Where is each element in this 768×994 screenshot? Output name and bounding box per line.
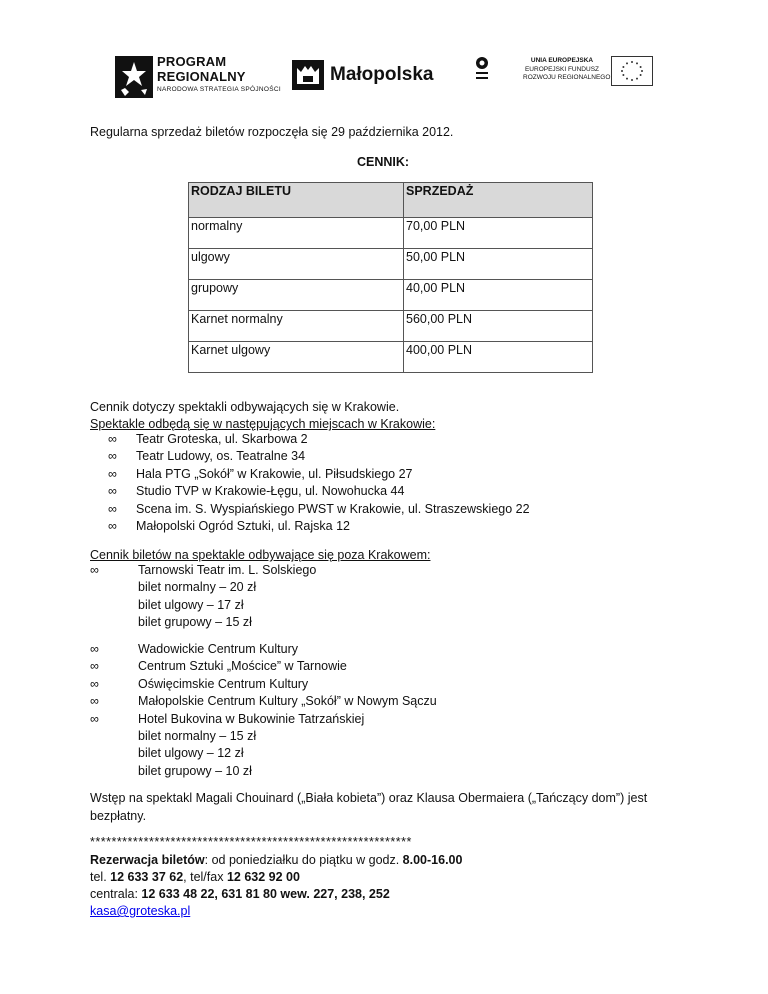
central-label: centrala:: [90, 887, 142, 901]
ticket-price: 50,00 PLN: [404, 249, 593, 280]
header-ticket-type: RODZAJ BILETU: [189, 183, 404, 218]
venue-name: Małopolski Ogród Sztuki, ul. Rajska 12: [136, 519, 350, 534]
outside-group1: [90, 562, 316, 632]
ticket-price: 560,00 PLN: [404, 311, 593, 342]
infinity-bullet-icon: ∞: [108, 484, 117, 499]
venue-name: Teatr Ludowy, os. Teatralne 34: [136, 449, 306, 464]
outside-group2: [90, 641, 437, 780]
venue-name: Hala PTG „Sokół” w Krakowie, ul. Piłsudskiego 27: [136, 466, 413, 481]
venue-name: Hotel Bukovina w Bukowinie Tatrzańskiej: [138, 711, 365, 726]
program-regionalny-logo: [115, 52, 281, 102]
free-entry-line2: bezpłatny.: [90, 809, 147, 823]
list-item: [108, 518, 530, 535]
list-item: [108, 483, 530, 500]
venue-name: Wadowickie Centrum Kultury: [138, 642, 299, 656]
free-entry-line1: Wstęp na spektakl Magali Chouinard („Biała kobieta”) oraz Klausa Obermaiera („Tańczący dom”) jest: [90, 791, 648, 805]
krakow-heading: Spektakle odbędą się w następujących miejscach w Krakowie:: [90, 417, 436, 431]
reservation-label: Rezerwacja biletów: [90, 853, 205, 867]
infinity-bullet-icon: ∞: [90, 659, 99, 674]
eu-line3: ROZWOJU REGIONALNEGO: [523, 74, 611, 81]
eu-logo: [523, 56, 653, 96]
price-line: bilet normalny – 20 zł: [138, 580, 257, 595]
list-item: [90, 658, 437, 675]
intro-text: Regularna sprzedaż biletów rozpoczęła się 29 października 2012.: [90, 125, 454, 139]
central-numbers: 12 633 48 22, 631 81 80 wew. 227, 238, 252: [141, 887, 390, 901]
krakow-note: Cennik dotyczy spektakli odbywających się w Krakowie.: [90, 400, 400, 414]
infinity-bullet-icon: ∞: [108, 466, 117, 481]
price-line: bilet grupowy – 10 zł: [138, 763, 252, 778]
eu-line2: EUROPEJSKI FUNDUSZ: [524, 65, 600, 73]
venue-name: Studio TVP w Krakowie-Łęgu, ul. Nowohucka 44: [136, 484, 405, 499]
email-line: [90, 903, 190, 919]
table-row: [189, 218, 593, 249]
ticket-type: Karnet normalny: [189, 311, 404, 342]
telfax-label: , tel/fax: [183, 870, 227, 884]
tel-number: 12 633 37 62: [110, 870, 184, 884]
infinity-bullet-icon: ∞: [90, 676, 99, 691]
reservation-hours: 8.00-16.00: [402, 853, 463, 867]
ticket-type: ulgowy: [189, 249, 404, 280]
infinity-bullet-icon: ∞: [108, 432, 117, 446]
table-row: [189, 311, 593, 342]
ticket-price: 400,00 PLN: [404, 342, 593, 373]
reservation-line: [90, 852, 462, 868]
program-title-line1: PROGRAM: [157, 54, 227, 69]
venue-name: Teatr Groteska, ul. Skarbowa 2: [136, 432, 308, 446]
krakow-venue-list: [108, 431, 530, 535]
list-item: [90, 676, 437, 693]
telfax-number: 12 632 92 00: [226, 870, 300, 884]
list-item: [90, 562, 316, 579]
price-line: bilet ulgowy – 17 zł: [138, 597, 244, 612]
eu-line1: UNIA EUROPEJSKA: [530, 57, 594, 64]
ticket-price: 70,00 PLN: [404, 218, 593, 249]
tel-label: tel.: [90, 870, 111, 884]
ticket-price: 40,00 PLN: [404, 280, 593, 311]
price-line: bilet normalny – 15 zł: [138, 729, 257, 744]
list-item: [90, 641, 437, 658]
price-line: bilet grupowy – 15 zł: [138, 615, 252, 630]
outside-heading: Cennik biletów na spektakle odbywające się poza Krakowem:: [90, 548, 431, 562]
central-line: [90, 886, 390, 902]
list-item: [108, 431, 530, 448]
table-row: [189, 342, 593, 373]
infinity-bullet-icon: ∞: [90, 642, 99, 656]
infinity-bullet-icon: ∞: [90, 711, 99, 726]
list-item: [108, 466, 530, 483]
venue-name: Scena im. S. Wyspiańskiego PWST w Krakowie, ul. Straszewskiego 22: [136, 501, 530, 516]
venue-name: Centrum Sztuki „Mościce” w Tarnowie: [138, 659, 347, 674]
header-logos: [0, 50, 768, 110]
infinity-bullet-icon: ∞: [108, 449, 117, 464]
cennik-title: CENNIK:: [357, 155, 410, 169]
infinity-bullet-icon: ∞: [108, 501, 117, 516]
list-item: [108, 448, 530, 465]
malopolska-emblem-icon: [292, 60, 324, 90]
price-line: bilet ulgowy – 12 zł: [138, 746, 244, 761]
list-item: [90, 711, 437, 728]
infinity-bullet-icon: ∞: [90, 563, 99, 577]
email-link[interactable]: kasa@groteska.pl: [90, 904, 191, 918]
table-header-row: [189, 183, 593, 218]
header-sale: SPRZEDAŻ: [404, 183, 593, 218]
reservation-text: : od poniedziałku do piątku w godz.: [204, 853, 403, 867]
program-star-icon: [115, 56, 153, 98]
ticket-type: Karnet ulgowy: [189, 342, 404, 373]
eu-text: [523, 57, 611, 83]
tel-line: [90, 869, 300, 885]
venue-name: Tarnowski Teatr im. L. Solskiego: [138, 563, 317, 577]
program-subtitle: NARODOWA STRATEGIA SPÓJNOŚCI: [157, 86, 281, 93]
ticket-type: normalny: [189, 218, 404, 249]
separator: ************************************************************: [90, 835, 412, 849]
venue-name: Oświęcimskie Centrum Kultury: [138, 676, 309, 691]
venue-name: Małopolskie Centrum Kultury „Sokół” w Nowym Sączu: [138, 694, 437, 709]
infinity-bullet-icon: ∞: [90, 694, 99, 709]
eu-flag-icon: [611, 56, 653, 86]
price-table: [188, 182, 593, 373]
malopolska-wordmark: Małopolska: [330, 64, 434, 85]
table-row: [189, 249, 593, 280]
list-item: [90, 693, 437, 710]
table-row: [189, 280, 593, 311]
list-item: [108, 501, 530, 518]
ticket-type: grupowy: [189, 280, 404, 311]
infinity-bullet-icon: ∞: [108, 519, 117, 534]
teatr-groteska-small-logo-icon: [475, 56, 489, 90]
program-title-line2: REGIONALNY: [157, 69, 246, 84]
